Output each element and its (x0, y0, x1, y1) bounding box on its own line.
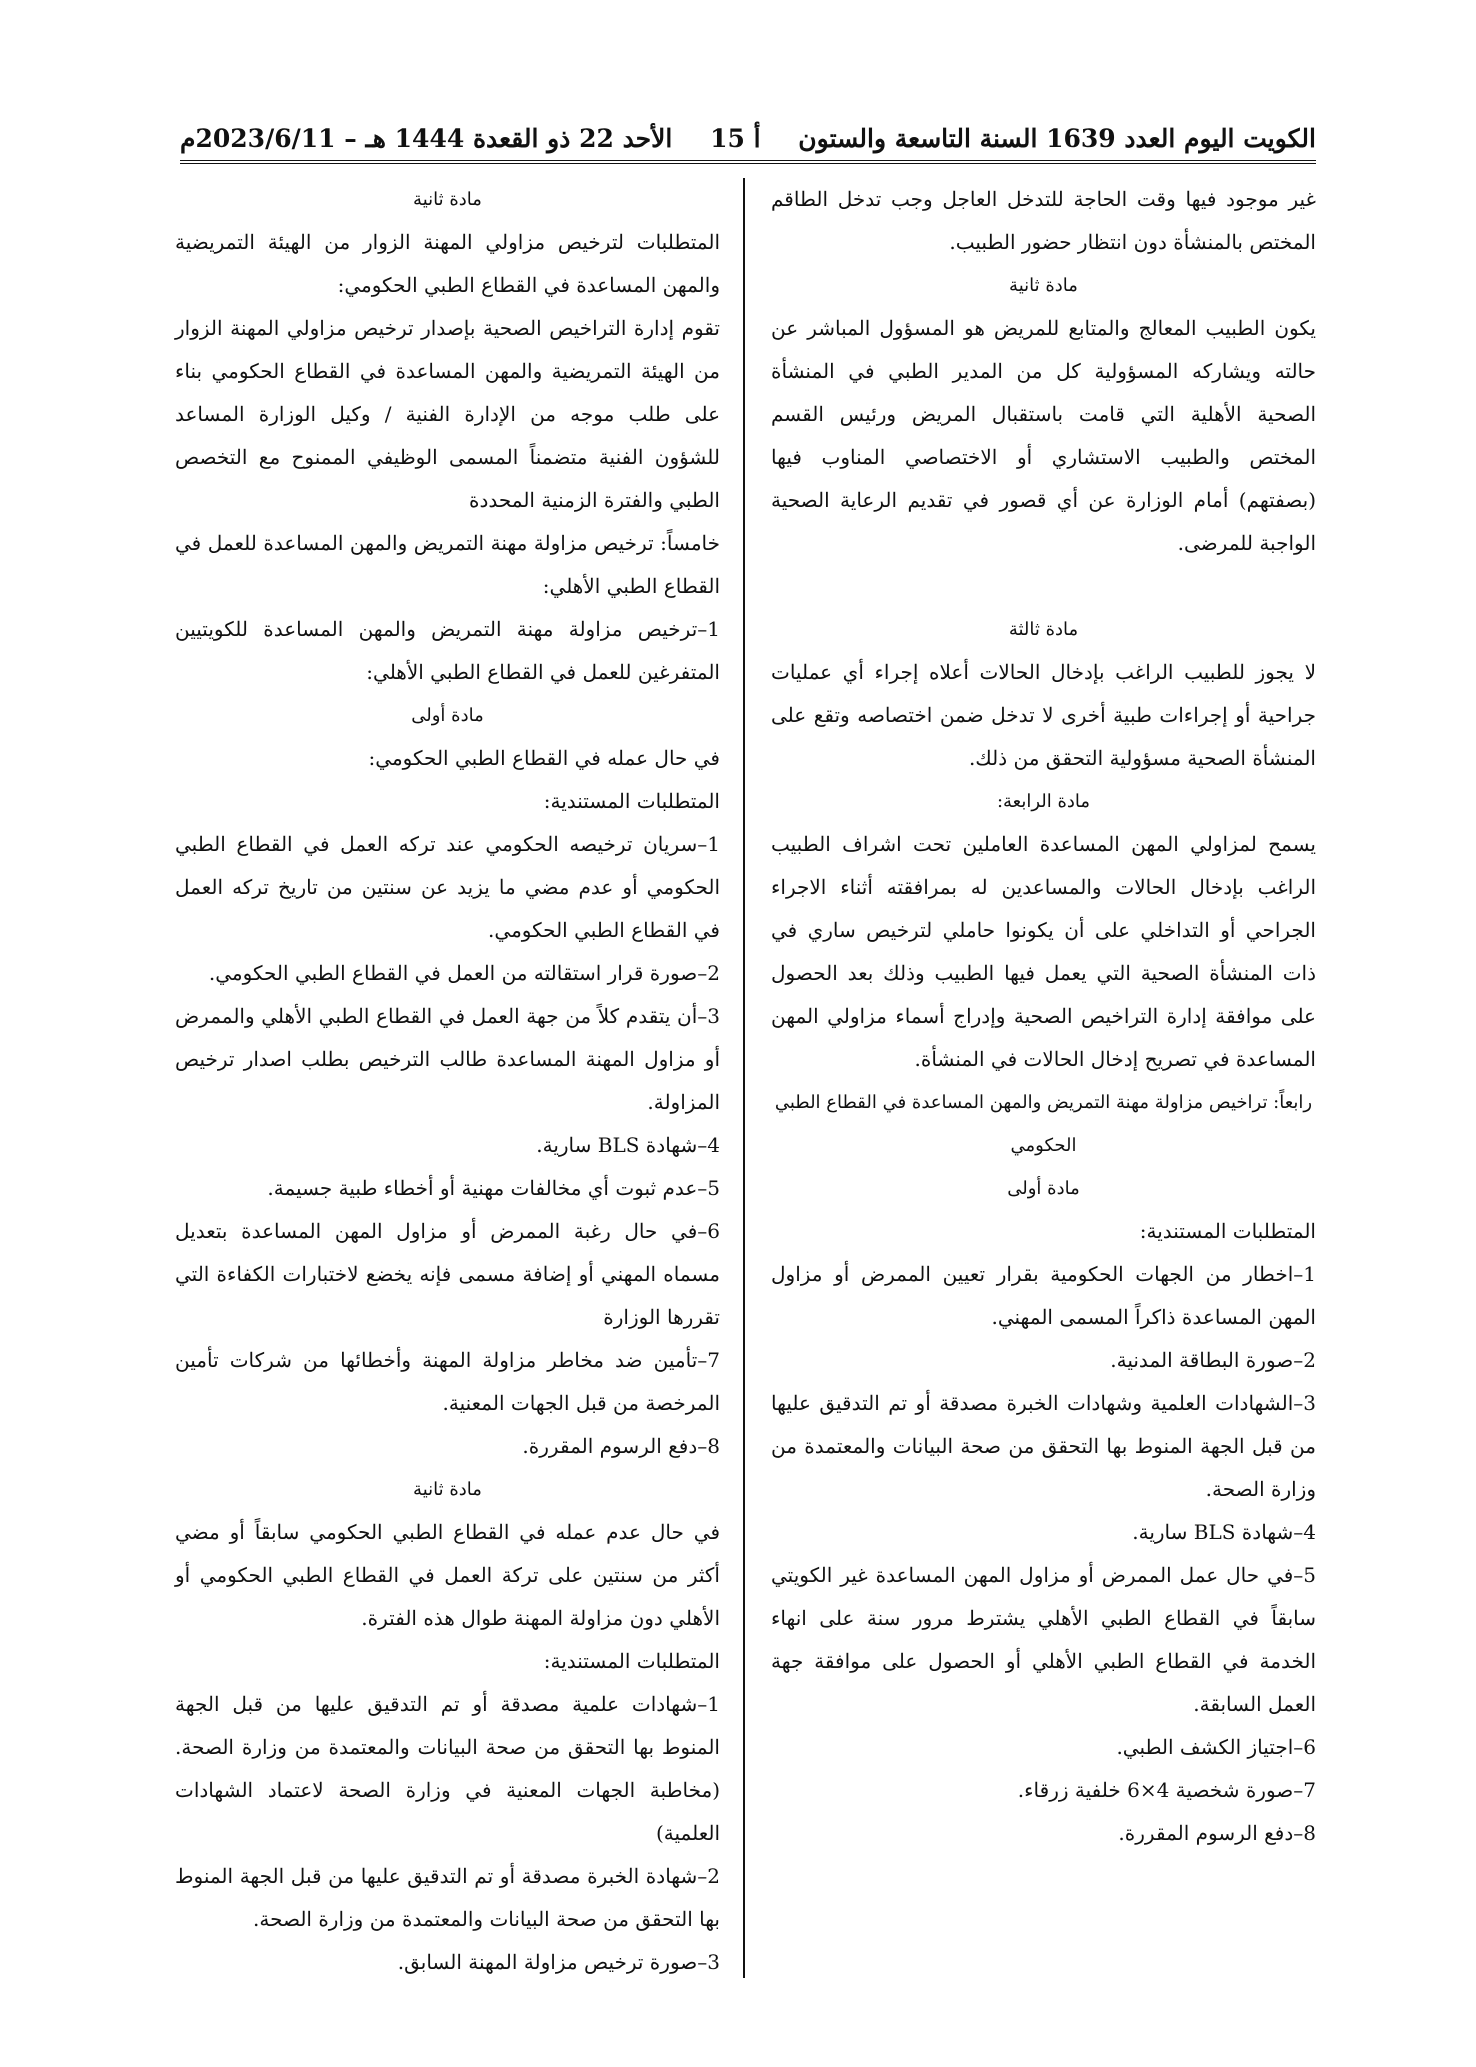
column-divider (743, 178, 745, 1978)
paragraph: غير موجود فيها وقت الحاجة للتدخل العاجل وجب تدخل الطاقم المختص بالمنشأة دون انتظار حضور الطبيب. (771, 187, 1316, 254)
page-header (180, 118, 1316, 158)
paragraph: 6–في حال رغبة الممرض أو مزاول المهن المساعدة بتعديل مسماه المهني أو إضافة مسمى فإنه يخضع لاختبارات الكفاءة التي تقررها الوزارة (175, 1219, 720, 1329)
paragraph: المتطلبات المستندية: (1139, 1219, 1316, 1243)
paragraph: 3–أن يتقدم كلاً من جهة العمل في القطاع الطبي الأهلي والممرض أو مزاول المهنة المساعدة طالب الترخيص بطلب اصدار ترخيص المزاولة. (175, 1004, 720, 1114)
paragraph: المتطلبات المستندية: (543, 789, 720, 813)
paragraph: 6–اجتياز الكشف الطبي. (1116, 1735, 1316, 1759)
paragraph: 1–سريان ترخيصه الحكومي عند تركه العمل في القطاع الطبي الحكومي أو عدم مضي ما يزيد عن سنتين من تاريخ تركه العمل في القطاع الطبي الحكومي. (175, 832, 720, 942)
paragraph: 3–الشهادات العلمية وشهادات الخبرة مصدقة أو تم التدقيق عليها من قبل الجهة المنوط بها التحقق من صحة البيانات والمعتمدة من وزارة الصحة. (771, 1391, 1316, 1501)
article-heading: مادة أولى (411, 705, 484, 726)
article-heading: مادة ثالثة (1008, 619, 1079, 640)
paragraph: خامساً: ترخيص مزاولة مهنة التمريض والمهن المساعدة للعمل في القطاع الطبي الأهلي: (175, 531, 720, 598)
paragraph: 1–اخطار من الجهات الحكومية بقرار تعيين الممرض أو مزاول المهن المساعدة ذاكراً المسمى المهني. (771, 1262, 1316, 1329)
paragraph: المتطلبات المستندية: (543, 1649, 720, 1673)
header-rule (180, 160, 1316, 164)
paragraph: 8–دفع الرسوم المقررة. (1118, 1821, 1316, 1845)
paragraph: 7–تأمين ضد مخاطر مزاولة المهنة وأخطائها من شركات تأمين المرخصة من قبل الجهات المعنية. (175, 1348, 720, 1415)
paragraph: يسمح لمزاولي المهن المساعدة العاملين تحت اشراف الطبيب الراغب بإدخال الحالات والمساعدين له بمرافقته أثناء الاجراء الجراحي أو التداخلي على أن يكونوا حاملي لترخيص ساري في ذات المنشأة الصحية التي يعمل فيها الطبيب وذلك بعد الحصول على موافقة إدارة التراخيص الصحية وإدراج أسماء مزاولي المهن المساعدة في تصريح إدخال الحالات في المنشأة. (771, 832, 1316, 1071)
paragraph: تقوم إدارة التراخيص الصحية بإصدار ترخيص مزاولي المهنة الزوار من الهيئة التمريضية والمهن المساعدة في القطاع الحكومي بناء على طلب موجه من الإدارة الفنية / وكيل الوزارة المساعد للشؤون الفنية متضمناً المسمى الوظيفي الممنوح مع التخصص الطبي والفترة الزمنية المحددة (175, 316, 720, 512)
article-heading: مادة أولى (1007, 1178, 1080, 1199)
article-heading: مادة ثانية (413, 1479, 482, 1500)
article-heading: مادة ثانية (413, 189, 482, 210)
paragraph: 1–ترخيص مزاولة مهنة التمريض والمهن المساعدة للكويتيين المتفرغين للعمل في القطاع الطبي الأهلي: (175, 617, 720, 684)
paragraph: 7–صورة شخصية 4×6 خلفية زرقاء. (1017, 1778, 1316, 1802)
paragraph: المتطلبات لترخيص مزاولي المهنة الزوار من الهيئة التمريضية والمهن المساعدة في القطاع الطبي الحكومي: (175, 230, 720, 297)
paragraph: لا يجوز للطبيب الراغب بإدخال الحالات أعلاه إجراء أي عمليات جراحية أو إجراءات طبية أخرى لا تدخل ضمن اختصاصه وتقع على المنشأة الصحية مسؤولية التحقق من ذلك. (771, 660, 1316, 770)
article-heading: رابعاً: تراخيص مزاولة مهنة التمريض والمهن المساعدة في القطاع الطبي الحكومي (774, 1092, 1313, 1156)
paragraph: في حال عمله في القطاع الطبي الحكومي: (368, 746, 720, 770)
paragraph: 2–صورة قرار استقالته من العمل في القطاع الطبي الحكومي. (208, 961, 720, 985)
paragraph: يكون الطبيب المعالج والمتابع للمريض هو المسؤول المباشر عن حالته ويشاركه المسؤولية كل من المدير الطبي في المنشأة الصحية الأهلية التي قامت باستقبال المريض ورئيس القسم المختص والطبيب الاستشاري أو الاختصاصي المناوب فيها (بصفتهم) أمام الوزارة عن أي قصور في تقديم الرعاية الصحية الواجبة للمرضى. (771, 316, 1316, 555)
article-heading: مادة الرابعة: (996, 791, 1091, 812)
paragraph: 8–دفع الرسوم المقررة. (522, 1434, 720, 1458)
paragraph: 1–شهادات علمية مصدقة أو تم التدقيق عليها من قبل الجهة المنوط بها التحقق من صحة البيانات والمعتمدة من وزارة الصحة. (مخاطبة الجهات المعنية في وزارة الصحة لاعتماد الشهادات العلمية) (175, 1692, 720, 1845)
paragraph: في حال عدم عمله في القطاع الطبي الحكومي سابقاً أو مضي أكثر من سنتين على تركة العمل في القطاع الطبي الحكومي أو الأهلي دون مزاولة المهنة طوال هذه الفترة. (175, 1520, 720, 1630)
article-heading: مادة ثانية (1009, 275, 1078, 296)
paragraph: 3–صورة ترخيص مزاولة المهنة السابق. (397, 1950, 720, 1974)
paragraph: 5–في حال عمل الممرض أو مزاول المهن المساعدة غير الكويتي سابقاً في القطاع الطبي الأهلي يشترط مرور سنة على انهاء الخدمة في القطاع الطبي الأهلي أو الحصول على موافقة جهة العمل السابقة. (771, 1563, 1316, 1716)
paragraph: 4–شهادة BLS سارية. (536, 1133, 720, 1157)
paragraph: 2–شهادة الخبرة مصدقة أو تم التدقيق عليها من قبل الجهة المنوط بها التحقق من صحة البيانات والمعتمدة من وزارة الصحة. (175, 1864, 720, 1931)
right-column (771, 178, 1316, 1855)
paragraph: 4–شهادة BLS سارية. (1132, 1520, 1316, 1544)
header-date: الأحد 22 ذو القعدة 1444 هـ – 2023/6/11م (180, 123, 673, 153)
paragraph: 5–عدم ثبوت أي مخالفات مهنية أو أخطاء طبية جسيمة. (267, 1176, 720, 1200)
spacer (771, 565, 1316, 608)
page-number: أ 15 (710, 123, 761, 153)
left-column (175, 178, 720, 1984)
paragraph: 2–صورة البطاقة المدنية. (1110, 1348, 1316, 1372)
header-issue-info: الكويت اليوم العدد 1639 السنة التاسعة والستون (798, 123, 1316, 153)
